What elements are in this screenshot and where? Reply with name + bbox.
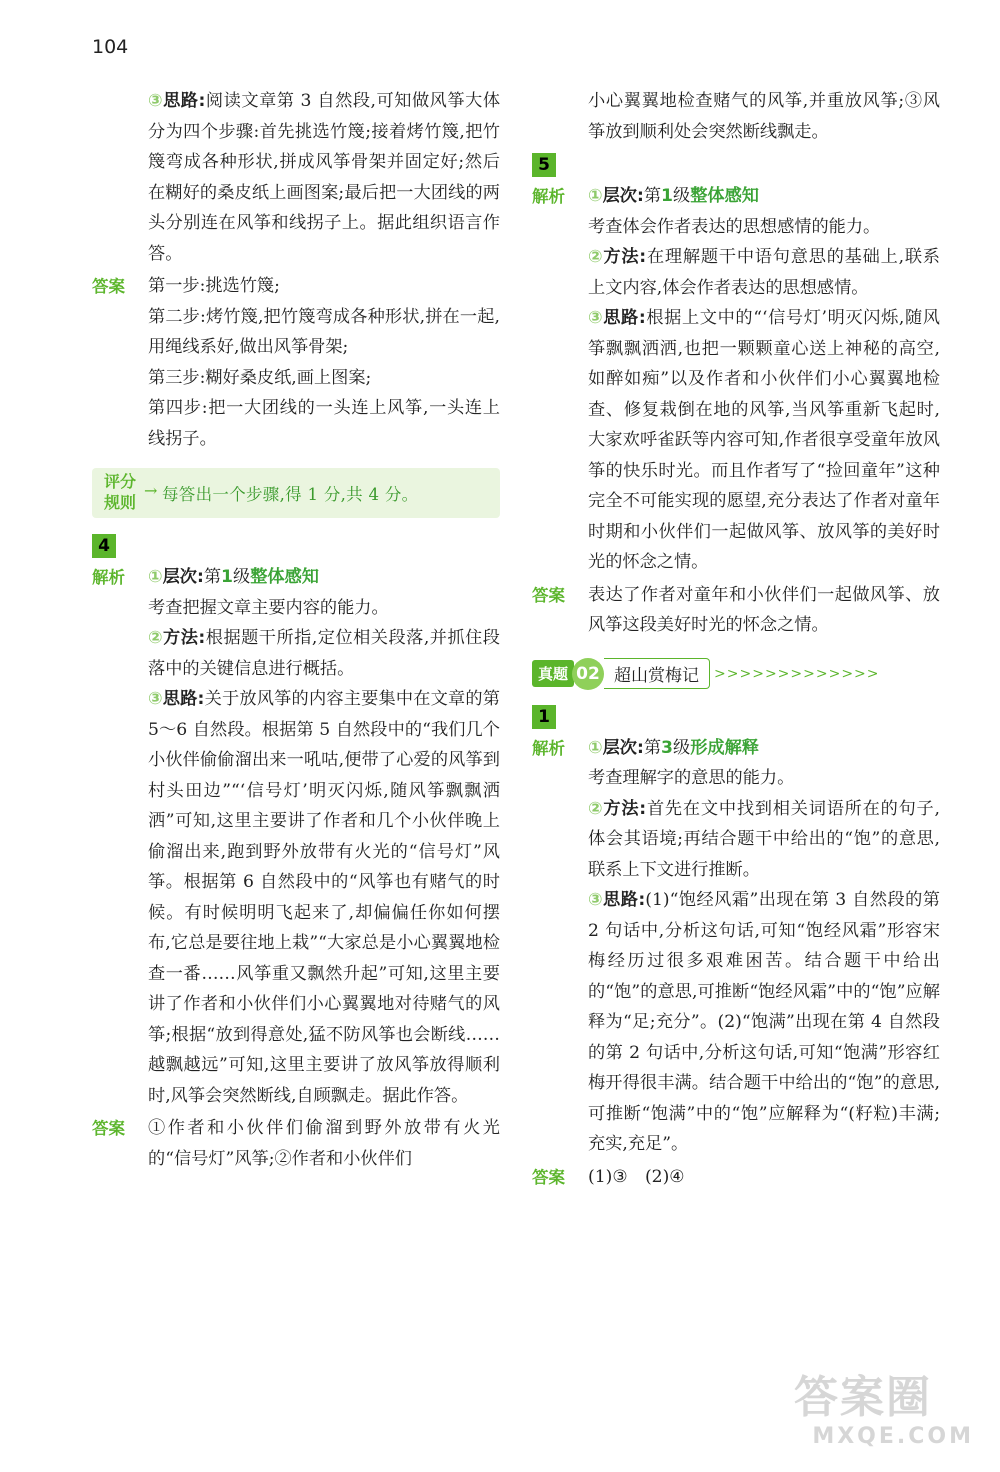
section-header (532, 657, 940, 691)
answer-label: 答案 (532, 585, 565, 605)
page-number: 104 (92, 36, 129, 58)
level-name: 形成解释 (690, 737, 759, 758)
answer-text: 表达了作者对童年和小伙伴们一起做风筝、放风筝这段美好时光的怀念之情。 (588, 584, 940, 635)
answer-line: 第一步:挑选竹篾; (148, 276, 280, 296)
section-number: 02 (572, 658, 604, 690)
question-number-badge: 1 (532, 699, 940, 733)
level-description: 考查把握文章主要内容的能力。 (148, 597, 389, 618)
answer-block-q4 (92, 1113, 500, 1174)
thinking-text: 阅读文章第 3 自然段,可知做风筝大体分为四个步骤:首先挑选竹篾;接着烤竹篾,把竹篾弯成各种形状,拼成风筝骨架并固定好;然后在糊好的桑皮纸上画图案;最后把一大团线的两头分别连在风筝和线拐子上。据此组织语言作答。 (148, 91, 501, 264)
analysis-label: 解析 (532, 738, 565, 758)
level-description: 考查理解字的意思的能力。 (588, 768, 795, 788)
answer-text: 小心翼翼地检查赌气的风筝,并重放风筝;③风筝放到顺利处会突然断线飘走。 (588, 91, 940, 142)
arrow-icon: → (144, 481, 158, 500)
left-column (92, 86, 500, 1174)
answer-label: 答案 (92, 277, 125, 296)
answer-text: (1)③ (2)④ (588, 1166, 685, 1187)
question-number-badge: 4 (92, 528, 500, 562)
scoring-rule-label: 评分 规则 (103, 472, 136, 512)
arrows-decoration: >>>>>>>>>>>>> (714, 665, 880, 682)
answer-line: 第二步:烤竹篾,把竹篾弯成各种形状,拼在一起,用绳线系好,做出风筝骨架; (148, 306, 500, 357)
marker-3: ③ (148, 91, 164, 111)
answer-block-q5 (532, 580, 940, 641)
answer-text: ①作者和小伙伴们偷溜到野外放带有火光的“信号灯”风筝;②作者和小伙伴们 (148, 1118, 500, 1169)
method-text: 根据题干所指,定位相关段落,并抓住段落中的关键信息进行概括。 (148, 628, 500, 679)
section-label: 真题 (532, 660, 574, 687)
right-column (532, 86, 940, 1192)
left-intro-thinking: ③思路:阅读文章第 3 自然段,可知做风筝大体分为四个步骤:首先挑选竹篾;接着烤竹篾,把竹篾弯成各种形状,拼成风筝骨架并固定好;然后在糊好的桑皮纸上画图案;最后把一大团线的两头分别连在风筝和线拐子上。据此组织语言作答。 (148, 91, 501, 264)
level-name: 整体感知 (250, 567, 319, 587)
level-description: 考查体会作者表达的思想感情的能力。 (588, 216, 881, 237)
scoring-rule-box (92, 468, 500, 518)
answer-block-q1 (532, 1162, 940, 1193)
section-title: 超山赏梅记 (604, 658, 710, 689)
answer-label: 答案 (92, 1119, 125, 1138)
analysis-label: 解析 (532, 187, 565, 206)
scoring-rule-text: 每答出一个步骤,得 1 分,共 4 分。 (162, 485, 419, 504)
thinking-text: 根据上文中的“‘信号灯’明灭闪烁,随风筝飘飘洒洒,也把一颗颗童心送上神秘的高空,如醉如痴”以及作者和小伙伴们小心翼翼地检查、修复栽倒在地的风筝,当风筝重新飞起时,大家欢呼雀跃等内容可知,作者很享受童年放风筝的快乐时光。而且作者写了“捡回童年”这种完全不可能实现的愿望,充分表达了作者对童年时期和小伙伴们一起做风筝、放风筝的美好时光的怀念之情。 (588, 308, 940, 572)
method-text: 首先在文中找到相关词语所在的句子,体会其语境;再结合题干中给出的“饱”的意思,联系上下文进行推断。 (588, 798, 940, 880)
answer-line: 第三步:糊好桑皮纸,画上图案; (148, 367, 372, 388)
question-number-badge: 5 (532, 147, 940, 181)
answer-line: 第四步:把一大团线的一头连上风筝,一头连上线拐子。 (148, 398, 500, 449)
analysis-label: 解析 (92, 568, 125, 587)
answer-block-q3 (92, 271, 500, 454)
level-name: 整体感知 (690, 186, 759, 206)
thinking-text: 关于放风筝的内容主要集中在文章的第 5～6 自然段。根据第 5 自然段中的“我们几个小伙伴偷偷溜出来一吼咕,便带了心爱的风筝到村头田边”“‘信号灯’明灭闪烁,随风筝飘飘洒洒”可知,这里主要讲了作者和几个小伙伴晚上偷溜出来,跑到野外放带有火光的“信号灯”风筝。根据第 6 自然段中的“风筝也有赌气的时候。有时候明明飞起来了,却偏偏任你如何摆布,它总是要往地上栽”“大家总是小心翼翼地检查一番……风筝重又飘然升起”可知,这里主要讲了作者和小伙伴们小心翼翼地对待赌气的风筝;根据“放到得意处,猛不防风筝也会断线……越飘越远”可知,这里主要讲了放风筝放得顺利时,风筝会突然断线,自顾飘走。据此作答。 (148, 689, 500, 1106)
analysis-block-q5: 解析 ①层次:第1级整体感知 考查体会作者表达的思想感情的能力。 ②方法:在理解题干中语句意思的基础上,联系上文内容,体会作者表达的思想感情。 ③思路:根据上文中的“‘信号灯’明灭闪烁,随风筝飘飘洒洒,也把一颗颗童心送上神秘的高空,如醉如痴”以及作者和小伙伴们小心翼翼地检查、修复栽倒在地的风筝,当风筝重新飞起时,大家欢呼雀跃等内容可知,作者很享受童年放风筝的快乐时光。而且作者写了“捡回童年”这种完全不可能实现的愿望,充分表达了作者对童年时期和小伙伴们一起做风筝、放风筝的美好时光的怀念之情。 (532, 181, 940, 578)
analysis-block-q1: 解析 ①层次:第3级形成解释 考查理解字的意思的能力。 ②方法:首先在文中找到相关词语所在的句子,体会其语境;再结合题干中给出的“饱”的意思,联系上下文进行推断。 ③思路:(1)“饱经风霜”出现在第 3 自然段的第 2 句话中,分析这句话,可知“饱经风霜”形容宋梅经历过很多艰难困苦。结合题干中给出的“饱”的意思,可推断“饱经风霜”中的“饱”应解释为“足;充分”。(2)“饱满”出现在第 4 自然段的第 2 句话中,分析这句话,可知“饱满”形容红梅开得很丰满。结合题干中给出的“饱”的意思,可推断“饱满”中的“饱”应解释为“(籽粒)丰满;充实,充足”。 (532, 733, 940, 1160)
analysis-block-q4: 解析 ①层次:第1级整体感知 考查把握文章主要内容的能力。 ②方法:根据题干所指,定位相关段落,并抓住段落中的关键信息进行概括。 ③思路:关于放风筝的内容主要集中在文章的第 5～6 自然段。根据第 5 自然段中的“我们几个小伙伴偷偷溜出来一吼咕,便带了心爱的风筝到村头田边”“‘信号灯’明灭闪烁,随风筝飘飘洒洒”可知,这里主要讲了作者和几个小伙伴晚上偷溜出来,跑到野外放带有火光的“信号灯”风筝。根据第 6 自然段中的“风筝也有赌气的时候。有时候明明飞起来了,却偏偏任你如何摆布,它总是要往地上栽”“大家总是小心翼翼地检查一番……风筝重又飘然升起”可知,这里主要讲了作者和小伙伴们小心翼翼地对待赌气的风筝;根据“放到得意处,猛不防风筝也会断线……越飘越远”可知,这里主要讲了放风筝放得顺利时,风筝会突然断线,自顾飘走。据此作答。 (92, 562, 500, 1111)
thinking-text: (1)“饱经风霜”出现在第 3 自然段的第 2 句话中,分析这句话,可知“饱经风霜”形容宋梅经历过很多艰难困苦。结合题干中给出的“饱”的意思,可推断“饱经风霜”中的“饱”应解释为“足;充分”。(2)“饱满”出现在第 4 自然段的第 2 句话中,分析这句话,可知“饱满”形容红梅开得很丰满。结合题干中给出的“饱”的意思,可推断“饱满”中的“饱”应解释为“(籽粒)丰满;充实,充足”。 (588, 890, 940, 1154)
answer-label: 答案 (532, 1167, 565, 1187)
answer-continuation (532, 86, 940, 147)
watermark-logo: 答案圈 MXQE.COM (794, 1372, 974, 1449)
method-text: 在理解题干中语句意思的基础上,联系上文内容,体会作者表达的思想感情。 (588, 247, 940, 298)
